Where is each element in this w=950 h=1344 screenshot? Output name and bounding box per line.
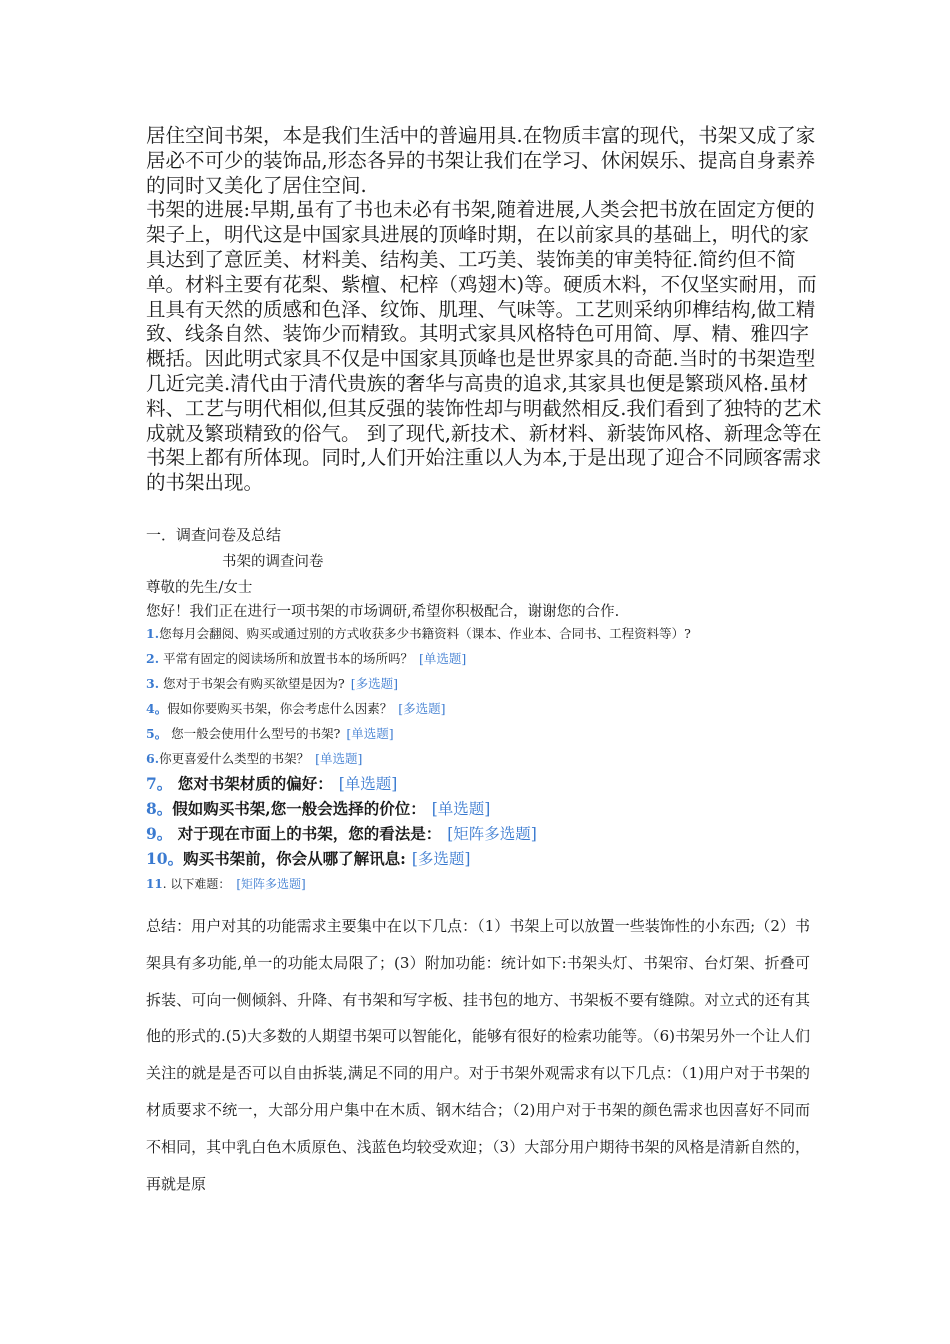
- question-text: . 以下难题：: [162, 877, 231, 891]
- question-type-tag[interactable]: [矩阵多选题]: [236, 877, 306, 891]
- question-type-tag[interactable]: [矩阵多选题]: [447, 825, 537, 843]
- intro-paragraph-2: 书架的进展:早期,虽有了书也未必有书架,随着进展,人类会把书放在固定方便的架子上，明代这是中国家具进展的顶峰时期，在以前家具的基础上，明代的家具达到了意匠美、材料美、结构美、工巧美、装饰美的审美特征.简约但不简单。材料主要有花梨、紫檀、杞梓（鸡翅木)等。硬质木料，不仅坚实耐用，而且具有天然的质感和色泽、纹饰、肌理、气味等。工艺则采纳卯榫结构,做工精致、线条自然、装饰少而精致。其明式家具风格特色可用简、厚、精、雅四字概括。因此明式家具不仅是中国家具顶峰也是世界家具的奇葩.当时的书架造型几近完美.清代由于清代贵族的奢华与高贵的追求,其家具也便是繁琐风格.虽材料、工艺与明代相似,但其反强的装饰性却与明截然相反.我们看到了独特的艺术成就及繁琐精致的俗气。 到了现代,新技术、新材料、新装饰风格、新理念等在书架上都有所体现。同时,人们开始注重以人为本,于是出现了迎合不同顾客需求的书架出现。: [146, 198, 822, 495]
- question-number: 5。: [146, 726, 168, 741]
- question-text: 您对于书架会有购买欲望是因为?: [159, 676, 345, 691]
- question-number: 10。: [146, 849, 184, 868]
- survey-title: 书架的调查问卷: [222, 554, 324, 570]
- question-number: 9。: [146, 824, 173, 843]
- question-number: 2.: [146, 651, 160, 666]
- question-type-tag[interactable]: [单选题]: [419, 651, 467, 666]
- question-list: [146, 624, 846, 899]
- question-type-tag[interactable]: [多选题]: [398, 701, 446, 716]
- question-text: 您每月会翻阅、购买或通过别的方式收获多少书籍资料（课本、作业本、合同书、工程资料等）?: [159, 626, 691, 641]
- question-text: 您一般会使用什么型号的书架?: [167, 726, 341, 741]
- question-number: 8。: [146, 799, 173, 818]
- greeting: 尊敬的先生/女士: [146, 580, 253, 596]
- question-number: 4。: [146, 701, 168, 716]
- question-text: 您对书架材质的偏好：: [172, 774, 333, 793]
- question-item: [146, 674, 846, 699]
- question-number: 3.: [146, 676, 160, 691]
- question-text: 假如购买书架,您一般会选择的价位：: [172, 799, 426, 818]
- question-type-tag[interactable]: [单选题]: [315, 751, 363, 766]
- question-text: 购买书架前，你会从哪了解讯息:: [183, 849, 406, 868]
- question-item: [146, 624, 846, 649]
- question-text: 你更喜爱什么类型的书架？: [159, 751, 310, 766]
- hello-line: 您好！我们正在进行一项书架的市场调研,希望你积极配合，谢谢您的合作.: [146, 604, 620, 620]
- intro-text: [146, 124, 826, 496]
- question-type-tag[interactable]: [单选题]: [431, 800, 491, 818]
- question-type-tag[interactable]: [多选题]: [411, 850, 471, 868]
- question-item: [146, 699, 846, 724]
- section-heading: 一．调查问卷及总结: [146, 526, 282, 544]
- question-number: 6.: [146, 751, 160, 766]
- question-number: 1.: [146, 626, 160, 641]
- question-item: [146, 824, 846, 849]
- question-item: [146, 749, 846, 774]
- question-text: 假如你要购买书架，你会考虑什么因素？: [167, 701, 393, 716]
- question-item: [146, 649, 846, 674]
- question-type-tag[interactable]: [单选题]: [338, 775, 398, 793]
- question-type-tag[interactable]: [单选题]: [346, 726, 394, 741]
- question-item: [146, 774, 846, 799]
- question-number: 7。: [146, 774, 173, 793]
- question-number: 11: [146, 877, 163, 891]
- question-text: 平常有固定的阅读场所和放置书本的场所吗？: [159, 651, 414, 666]
- summary-text: 总结：用户对其的功能需求主要集中在以下几点：（1）书架上可以放置一些装饰性的小东西;（2）书架具有多功能,单一的功能太局限了；(3）附加功能：统计如下:书架头灯、书架帘、台灯架、折叠可拆装、可向一侧倾斜、升降、有书架和写字板、挂书包的地方、书架板不要有缝隙。对立式的还有其他的形式的.(5)大多数的人期望书架可以智能化，能够有很好的检索功能等。（6)书架另外一个让人们关注的就是是否可以自由拆装,满足不同的用户。对于书架外观需求有以下几点：（1)用户对于书架的材质要求不统一，大部分用户集中在木质、钢木结合；（2)用户对于书架的颜色需求也因喜好不同而不相同，其中乳白色木质原色、浅蓝色均较受欢迎；（3）大部分用户期待书架的风格是清新自然的，再就是原: [146, 917, 810, 1193]
- question-item: [146, 724, 846, 749]
- question-item: [146, 799, 846, 824]
- question-type-tag[interactable]: [多选题]: [350, 676, 399, 691]
- question-text: 对于现在市面上的书架，您的看法是：: [172, 824, 442, 843]
- intro-paragraph-1: 居住空间书架，本是我们生活中的普遍用具.在物质丰富的现代，书架又成了家居必不可少的装饰品,形态各异的书架让我们在学习、休闲娱乐、提高自身素养的同时又美化了居住空间.: [146, 124, 816, 197]
- question-item: [146, 874, 846, 899]
- question-item: [146, 849, 846, 874]
